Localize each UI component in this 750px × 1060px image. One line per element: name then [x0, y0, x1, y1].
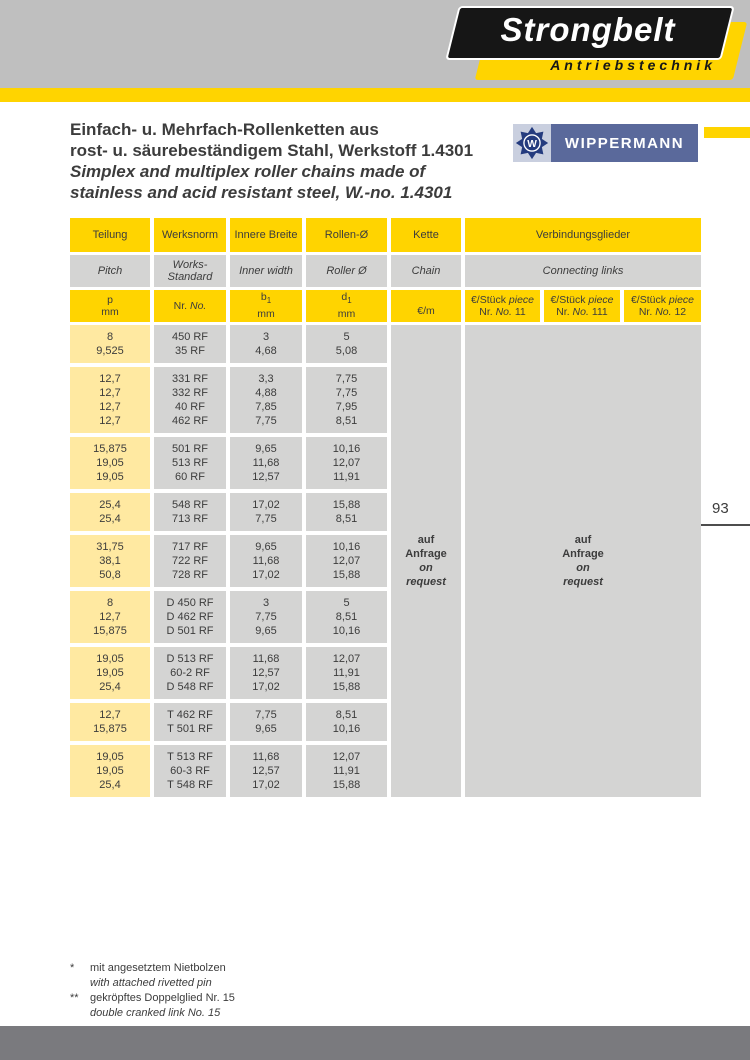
table-cell: 12,07 — [332, 555, 361, 567]
link-no — [479, 306, 526, 319]
no-label: No. — [655, 306, 672, 318]
data-group — [230, 493, 302, 531]
col-header-connecting-links: Connecting links — [465, 255, 701, 287]
table-cell: 12,57 — [252, 471, 280, 483]
piece-label: piece — [668, 293, 695, 306]
data-group — [306, 745, 387, 797]
table-cell: 25,4 — [99, 499, 121, 511]
table-cell: 12,7 — [99, 709, 121, 721]
data-group — [230, 325, 302, 363]
col-header-innere-breite: Innere Breite — [230, 218, 302, 252]
table-cell: 717 RF — [171, 541, 209, 553]
data-group — [154, 437, 226, 489]
table-cell: 15,88 — [332, 569, 361, 581]
table-cell: 12,7 — [99, 611, 121, 623]
link-no — [556, 306, 608, 319]
table-cell: 15,88 — [332, 499, 361, 511]
table-cell: 60-2 RF — [170, 667, 210, 679]
table-cell: 11,68 — [252, 751, 280, 763]
table-cell: 11,68 — [252, 555, 280, 567]
data-group — [154, 367, 226, 433]
pitch-group — [70, 591, 150, 643]
table-cell: D 501 RF — [166, 625, 214, 637]
data-group — [306, 647, 387, 699]
data-group — [230, 437, 302, 489]
wippermann-logo — [513, 124, 698, 162]
table-cell: 9,65 — [255, 541, 277, 553]
unit-header-link-111 — [544, 290, 620, 322]
gear-rosette-icon — [515, 126, 549, 160]
table-cell: 10,16 — [332, 723, 361, 735]
table-cell: 501 RF — [171, 443, 209, 455]
nr-label: Nr. — [173, 299, 188, 312]
table-cell: 4,88 — [255, 387, 277, 399]
table-cell: 3 — [262, 331, 270, 343]
table-cell: 17,02 — [252, 569, 280, 581]
table-cell: 7,75 — [255, 611, 277, 623]
table-cell: 19,05 — [96, 751, 124, 763]
table-cell: 7,75 — [255, 513, 277, 525]
eur-stueck: €/Stück — [470, 293, 506, 306]
table-cell: 9,65 — [255, 723, 277, 735]
link-no-value: 111 — [591, 306, 608, 318]
data-group — [230, 591, 302, 643]
link-no — [639, 306, 686, 319]
data-group — [306, 325, 387, 363]
table-cell: 332 RF — [171, 387, 209, 399]
table-cell: 7,85 — [255, 401, 277, 413]
table-cell: 40 RF — [175, 401, 205, 413]
eur-piece — [471, 294, 534, 307]
data-group — [306, 437, 387, 489]
wippermann-name: WIPPERMANN — [551, 124, 698, 162]
table-cell: D 548 RF — [166, 681, 214, 693]
pitch-group — [70, 647, 150, 699]
table-cell: D 462 RF — [166, 611, 214, 623]
table-cell: 10,16 — [332, 625, 361, 637]
eur-stueck: €/Stück — [630, 293, 666, 306]
unit-header-d1-mm — [306, 290, 387, 322]
pitch-group — [70, 535, 150, 587]
table-cell: 7,95 — [335, 401, 358, 413]
works-line2: Standard — [167, 271, 213, 283]
table-cell: 12,07 — [332, 653, 361, 665]
nr-label: Nr. — [479, 306, 493, 318]
brand-tagline: Antriebstechnik — [550, 57, 716, 73]
on-request-line1: auf — [574, 534, 592, 546]
table-cell: 12,7 — [99, 373, 121, 385]
on-request-line3: on — [419, 562, 433, 574]
table-cell: 12,07 — [332, 751, 361, 763]
table-cell: 7,75 — [255, 709, 277, 721]
connecting-links-on-request — [465, 325, 701, 797]
col-header-chain: Chain — [391, 255, 461, 287]
piece-label: piece — [588, 293, 614, 306]
nr-label: Nr. — [638, 306, 653, 318]
brand-name: Strongbelt — [500, 11, 676, 48]
col-header-verbindungsglieder: Verbindungsglieder — [465, 218, 701, 252]
table-cell: 450 RF — [171, 331, 209, 343]
table-cell: T 548 RF — [167, 779, 213, 791]
table-cell: 8 — [106, 597, 114, 609]
col-header-teilung: Teilung — [70, 218, 150, 252]
eur-stueck: €/Stück — [550, 293, 586, 306]
table-cell: 8,51 — [335, 513, 358, 525]
table-cell: 3,3 — [258, 373, 274, 385]
table-cell: 15,875 — [93, 625, 127, 637]
page-title — [70, 119, 510, 203]
table-cell: 19,05 — [96, 667, 124, 679]
chain-price-on-request — [391, 325, 461, 797]
table-cell: 11,68 — [252, 653, 280, 665]
table-cell: 17,02 — [252, 499, 280, 511]
d-sub: 1 — [347, 296, 352, 306]
table-cell: 15,875 — [93, 723, 127, 735]
right-yellow-tab — [704, 127, 750, 138]
table-cell: 5 — [343, 597, 350, 609]
b-base: b — [260, 291, 267, 304]
table-cell: 19,05 — [96, 653, 124, 665]
table-cell: T 513 RF — [167, 751, 213, 763]
table-cell: 19,05 — [96, 765, 124, 777]
data-group — [306, 493, 387, 531]
table-cell: 25,4 — [99, 779, 121, 791]
table-cell: 38,1 — [99, 555, 121, 567]
table-cell: D 513 RF — [166, 653, 214, 665]
col-header-roller: Roller Ø — [306, 255, 387, 287]
table-cell: 462 RF — [171, 415, 209, 427]
table-cell: 8 — [106, 331, 114, 343]
data-group — [154, 591, 226, 643]
works-standard-column — [154, 325, 226, 797]
inner-width-column — [230, 325, 302, 797]
data-group — [154, 647, 226, 699]
table-cell: 12,7 — [99, 415, 121, 427]
nr-label: Nr. — [556, 306, 570, 318]
table-cell: D 450 RF — [166, 597, 214, 609]
link-no-value: 11 — [514, 306, 526, 318]
footnote-1-en: with attached rivetted pin — [90, 977, 212, 989]
title-en-line1: Simplex and multiplex roller chains made of — [70, 162, 426, 181]
col-header-rollen: Rollen-Ø — [306, 218, 387, 252]
no-label: No. — [572, 306, 589, 318]
strongbelt-logo — [450, 6, 746, 86]
roller-chain-table — [70, 218, 701, 797]
table-cell: 548 RF — [171, 499, 209, 511]
table-cell: 8,51 — [335, 415, 358, 427]
table-cell: 9,65 — [255, 625, 277, 637]
table-cell: 8,51 — [335, 611, 358, 623]
unit-header-p-mm — [70, 290, 150, 322]
table-cell: 11,91 — [333, 667, 360, 679]
no-label: No. — [495, 306, 512, 318]
title-de-line1: Einfach- u. Mehrfach-Rollenketten aus — [70, 120, 379, 139]
pitch-group — [70, 493, 150, 531]
col-header-kette: Kette — [391, 218, 461, 252]
wippermann-emblem — [513, 124, 551, 162]
table-cell: T 462 RF — [167, 709, 213, 721]
table-cell: 9,65 — [255, 443, 277, 455]
data-group — [306, 591, 387, 643]
unit-header-b1-mm — [230, 290, 302, 322]
table-cell: 12,7 — [99, 387, 121, 399]
on-request-line4: request — [563, 576, 603, 588]
col-header-inner-width: Inner width — [230, 255, 302, 287]
table-cell: 11,91 — [333, 765, 360, 777]
table-cell: 60-3 RF — [170, 765, 210, 777]
table-cell: 31,75 — [96, 541, 124, 553]
table-cell: 331 RF — [171, 373, 209, 385]
table-cell: 12,57 — [252, 667, 280, 679]
data-group — [154, 493, 226, 531]
data-group — [154, 703, 226, 741]
table-cell: 10,16 — [332, 541, 361, 553]
table-cell: 513 RF — [171, 457, 209, 469]
data-group — [230, 703, 302, 741]
table-cell: 17,02 — [252, 779, 280, 791]
data-group — [230, 535, 302, 587]
on-request-line4: request — [406, 576, 446, 588]
table-cell: 15,88 — [332, 681, 361, 693]
table-cell: 11,68 — [252, 457, 280, 469]
data-group — [154, 325, 226, 363]
data-group — [230, 367, 302, 433]
pitch-group — [70, 367, 150, 433]
table-cell: 25,4 — [99, 681, 121, 693]
table-cell: 50,8 — [99, 569, 121, 581]
table-cell: 4,68 — [255, 345, 277, 357]
table-cell: 19,05 — [96, 457, 124, 469]
unit-header-nr-no — [154, 290, 226, 322]
table-cell: 722 RF — [171, 555, 209, 567]
mm-unit: mm — [101, 306, 119, 318]
col-header-pitch: Pitch — [70, 255, 150, 287]
table-cell: 9,525 — [96, 345, 124, 357]
table-cell: 10,16 — [332, 443, 361, 455]
svg-text:W: W — [527, 138, 537, 150]
table-cell: 12,7 — [99, 401, 121, 413]
page-number: 93 — [700, 500, 750, 526]
col-header-works-standard — [154, 255, 226, 287]
pitch-group — [70, 745, 150, 797]
data-group — [154, 745, 226, 797]
table-cell: 7,75 — [335, 387, 358, 399]
bottom-gray-bar — [0, 1026, 750, 1060]
nr-no — [174, 300, 207, 313]
table-cell: 728 RF — [171, 569, 209, 581]
table-cell: 60 RF — [175, 471, 205, 483]
footnote-marker-1: * — [70, 962, 75, 974]
table-cell: 35 RF — [175, 345, 205, 357]
table-cell: 11,91 — [333, 471, 360, 483]
pitch-group — [70, 325, 150, 363]
link-no-value: 12 — [674, 306, 687, 318]
mm-unit: mm — [257, 308, 275, 321]
data-group — [230, 745, 302, 797]
table-cell: 19,05 — [96, 471, 124, 483]
unit-header-eur-m: €/m — [391, 290, 461, 322]
data-group — [306, 535, 387, 587]
table-cell: 5 — [343, 331, 350, 343]
table-cell: 713 RF — [171, 513, 209, 525]
footnote-spacer — [70, 976, 88, 991]
footnote-1-de: mit angesetztem Nietbolzen — [90, 962, 226, 974]
on-request-line2: Anfrage — [562, 548, 604, 560]
footnote-2-en: double cranked link No. 15 — [90, 1007, 221, 1019]
table-cell: 15,88 — [332, 779, 361, 791]
footnote-2-de: gekröpftes Doppelglied Nr. 15 — [90, 992, 235, 1004]
d1-symbol — [341, 291, 351, 308]
on-request-line2: Anfrage — [405, 548, 447, 560]
b1-symbol — [261, 291, 271, 308]
table-cell: 7,75 — [255, 415, 277, 427]
footnote-spacer — [70, 1006, 88, 1021]
table-cell: 7,75 — [335, 373, 358, 385]
piece-label: piece — [508, 293, 535, 306]
title-de-line2: rost- u. säurebeständigem Stahl, Werkstoff 1.4301 — [70, 141, 474, 160]
table-cell: 3 — [262, 597, 270, 609]
on-request-line1: auf — [417, 534, 435, 546]
roller-diameter-column — [306, 325, 387, 797]
no-label: No. — [190, 299, 207, 312]
col-header-werksnorm: Werksnorm — [154, 218, 226, 252]
title-en-line2: stainless and acid resistant steel, W.-no. 1.4301 — [70, 183, 453, 202]
pitch-column — [70, 325, 150, 797]
works-line1: Works- — [172, 258, 208, 271]
data-group — [154, 535, 226, 587]
data-group — [230, 647, 302, 699]
top-yellow-bar — [0, 88, 750, 102]
mm-unit: mm — [337, 308, 356, 321]
on-request-line3: on — [576, 562, 590, 574]
table-cell: 17,02 — [252, 681, 280, 693]
table-cell: 25,4 — [99, 513, 121, 525]
table-cell: 12,57 — [252, 765, 280, 777]
unit-header-link-11 — [465, 290, 540, 322]
table-cell: 5,08 — [335, 345, 358, 357]
b-sub: 1 — [266, 296, 272, 306]
eur-piece — [631, 294, 694, 307]
d-base: d — [341, 291, 348, 304]
pitch-group — [70, 703, 150, 741]
pitch-group — [70, 437, 150, 489]
data-group — [306, 367, 387, 433]
table-cell: 12,07 — [332, 457, 361, 469]
footnote-marker-2: ** — [70, 992, 79, 1004]
eur-piece — [550, 294, 613, 307]
unit-header-link-12 — [624, 290, 701, 322]
p-symbol: p — [107, 293, 113, 306]
table-cell: T 501 RF — [167, 723, 213, 735]
data-group — [306, 703, 387, 741]
table-cell: 8,51 — [335, 709, 358, 721]
footnotes — [70, 961, 235, 1021]
table-cell: 15,875 — [93, 443, 127, 455]
